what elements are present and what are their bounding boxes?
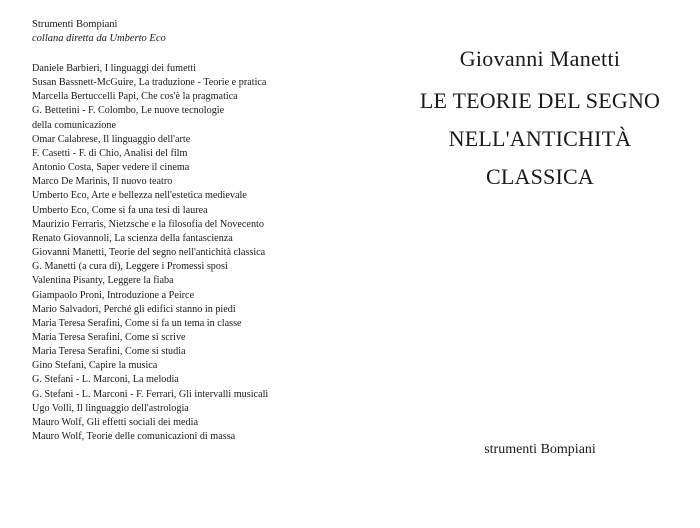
book-list-item: F. Casetti - F. di Chio, Analisi del film (32, 147, 188, 159)
book-list-item: Renato Giovannoli, La scienza della fantascienza (32, 232, 233, 244)
book-list-item: Marcella Bertuccelli Papi, Che cos'è la pragmatica (32, 91, 238, 103)
book-list-item: Mauro Wolf, Gli effetti sociali dei media (32, 416, 199, 428)
publisher-name: strumenti Bompiani (484, 442, 596, 457)
book-list-item: G. Stefani - L. Marconi, La melodia (32, 374, 179, 386)
title-page (395, 44, 685, 196)
book-list-item: G. Stefani - L. Marconi - F. Ferrari, Gli intervalli musicali (32, 388, 269, 400)
book-list-item: G. Bettetini - F. Colombo, Le nuove tecnologie (32, 105, 225, 117)
book-list-item: Maria Teresa Serafini, Come si scrive (32, 331, 186, 343)
book-list (32, 62, 332, 444)
book-list-item: Giovanni Manetti, Teorie del segno nell'antichità classica (32, 247, 266, 259)
book-list-item: Giampaolo Proni, Introduzione a Peirce (32, 289, 195, 301)
series-page (32, 18, 332, 444)
book-list-item: Mauro Wolf, Teorie delle comunicazioni di massa (32, 431, 236, 443)
book-list-item: Susan Bassnett-McGuire, La traduzione - Teorie e pratica (32, 77, 267, 89)
book-list-item: Umberto Eco, Come si fa una tesi di laurea (32, 204, 208, 216)
book-list-item: della comunicazione (32, 119, 117, 131)
book-list-item: Umberto Eco, Arte e bellezza nell'estetica medievale (32, 190, 247, 202)
book-list-item: Omar Calabrese, Il linguaggio dell'arte (32, 133, 191, 145)
book-list-item: Marco De Marinis, Il nuovo teatro (32, 176, 173, 188)
book-title-line-2: NELL'ANTICHITÀ (448, 126, 632, 151)
series-editor: collana diretta da Umberto Eco (32, 33, 166, 44)
book-list-item: Antonio Costa, Saper vedere il cinema (32, 162, 190, 174)
series-title: Strumenti Bompiani (32, 19, 118, 30)
book-list-item: Daniele Barbieri, I linguaggi dei fumetti (32, 63, 197, 74)
book-list-item: Maria Teresa Serafini, Come si studia (32, 346, 186, 358)
book-title-line-3: CLASSICA (486, 164, 594, 189)
book-list-item: Mario Salvadori, Perché gli edifici stanno in piedi (32, 303, 236, 315)
book-list-item: G. Manetti (a cura di), Leggere i Promessi sposi (32, 261, 228, 273)
book-list-item: Maria Teresa Serafini, Come si fa un tema in classe (32, 317, 242, 329)
book-list-item: Gino Stefani, Capire la musica (32, 360, 158, 372)
author-name: Giovanni Manetti (459, 46, 621, 71)
book-list-item: Valentina Pisanty, Leggere la fiaba (32, 275, 174, 287)
book-title-line-1: LE TEORIE DEL SEGNO (419, 88, 661, 113)
book-list-item: Maurizio Ferraris, Nietzsche e la filosofia del Novecento (32, 218, 264, 230)
book-list-item: Ugo Volli, Il linguaggio dell'astrologia (32, 402, 189, 414)
